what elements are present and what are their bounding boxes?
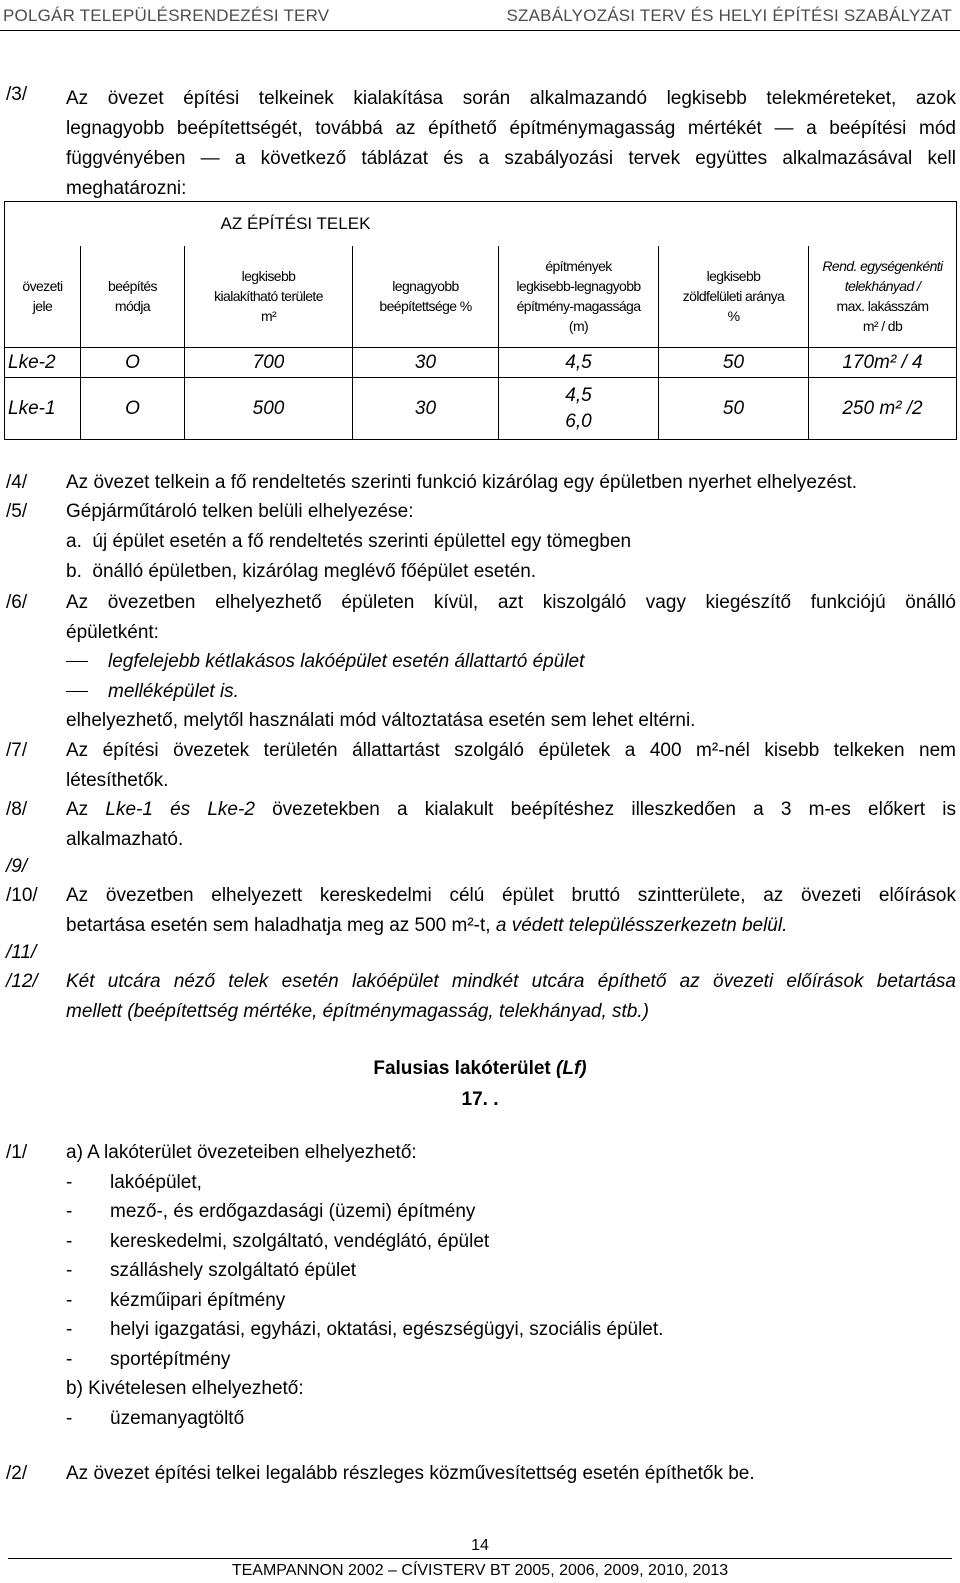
list-item: - helyi igazgatási, egyházi, oktatási, egészségügyi, szociális épület. (66, 1319, 664, 1340)
paragraph-number-12: /12/ (6, 971, 38, 992)
paragraph-3-line-4: meghatározni: (66, 178, 187, 199)
paragraph-10-line-1: Az övezetben elhelyezett kereskedelmi célú épület bruttó szintterülete, az övezeti előírások (66, 885, 956, 906)
paragraph-12-line-1: Két utcára néző telek esetén lakóépület mindkét utcára építhető az övezeti előírások betartása (66, 971, 956, 992)
paragraph-number-10: /10/ (6, 885, 38, 906)
paragraph-3 (66, 84, 956, 204)
header-building-mode: beépítés módja (81, 246, 185, 348)
table-row-1-share: 170m² / 4 (809, 348, 957, 378)
table-row-2-area: 500 (185, 378, 353, 440)
table-row-2-green: 50 (659, 378, 809, 440)
subsection-1 (66, 1138, 956, 1433)
list-item: - lakóépület, (66, 1171, 202, 1193)
paragraph-number-9: /9/ (6, 856, 28, 877)
subsection-1-a: a) A lakóterület övezeteiben elhelyezhető: (66, 1142, 417, 1163)
subsection-number-2: /2/ (6, 1463, 28, 1484)
page-number: 14 (471, 1537, 489, 1554)
paragraph-10-line-2: betartása esetén sem haladhatja meg az 500 m²-t, a védett településszerkezetn belül. (66, 915, 788, 936)
paragraph-number-4: /4/ (6, 472, 28, 493)
paragraph-6-after: elhelyezhető, melytől használati mód változtatása esetén sem lehet eltérni. (66, 710, 696, 731)
table-row-1-height: 4,5 (499, 348, 659, 378)
table-row-2-height: 4,5 6,0 (499, 378, 659, 440)
list-item: - kereskedelmi, szolgáltató, vendéglátó, épület (66, 1230, 490, 1252)
paragraph-5 (66, 497, 956, 587)
paragraph-6-line-1: Az övezetben elhelyezhető épületen kívül, azt kiszolgáló vagy kiegészítő funkciójú önálló (66, 592, 956, 613)
list-item: - üzemanyagtöltő (66, 1407, 245, 1429)
section-number: 17. . (461, 1089, 499, 1110)
paragraph-12 (66, 967, 956, 1027)
paragraph-number-11: /11/ (6, 942, 37, 963)
paragraph-number-3: /3/ (6, 84, 28, 105)
paragraph-12-line-2: mellett (beépítettség mértéke, építménymagasság, telekhányad, stb.) (66, 1001, 649, 1022)
table-row-1-zone: Lke-2 (5, 348, 81, 378)
table-row-1-area: 700 (185, 348, 353, 378)
header-left-title: POLGÁR TELEPÜLÉSRENDEZÉSI TERV (3, 6, 330, 25)
header-max-coverage: legnagyobb beépítettsége % (353, 246, 499, 348)
paragraph-6 (66, 588, 956, 648)
building-plot-table (4, 201, 957, 440)
paragraph-7-line-1: Az építési övezetek területén állattartást szolgáló épületek a 400 m²-nél kisebb telkeken nem (66, 740, 956, 761)
subsection-2: Az övezet építési telkei legalább részleges közművesítettség esetén építhetők be. (66, 1463, 755, 1484)
paragraph-8-line-1: Az Lke-1 és Lke-2 övezetekben a kialakult beépítéshez illeszkedően a 3 m-es előkert is (66, 799, 956, 820)
list-item: - sportépítmény (66, 1348, 231, 1370)
paragraph-4: Az övezet telkein a fő rendeltetés szerinti funkció kizárólag egy épületben nyerhet elhelyezést. (66, 472, 858, 493)
table-corner (5, 202, 185, 246)
table-row-2-mode: O (81, 378, 185, 440)
subsection-1-b: b) Kivételesen elhelyezhető: (66, 1378, 304, 1399)
list-item: - kézműipari építmény (66, 1289, 286, 1311)
paragraph-8 (66, 795, 956, 855)
paragraph-5-item-a: a. új épület esetén a fő rendeltetés szerinti épülettel egy tömegben (66, 531, 632, 552)
paragraph-6-item-2: melléképület is. (108, 681, 239, 702)
subsection-number-1: /1/ (6, 1142, 28, 1163)
paragraph-8-line-2: alkalmazható. (66, 829, 184, 850)
dash-bullet-2 (66, 691, 88, 692)
table-top-header: AZ ÉPÍTÉSI TELEK (185, 202, 957, 246)
header-right-title: SZABÁLYOZÁSI TERV ÉS HELYI ÉPÍTÉSI SZABÁLYZAT (506, 6, 952, 25)
paragraph-6-line-2: épületként: (66, 622, 159, 643)
paragraph-3-line-1: Az övezet építési telkeinek kialakítása során alkalmazandó legkisebb telekméreteket, azok (66, 88, 956, 109)
paragraph-5-item-b: b. önálló épületben, kizárólag meglévő főépület esetén. (66, 561, 537, 582)
header-zone-code: övezeti jele (5, 246, 81, 348)
footer-divider (8, 1558, 952, 1559)
page-header (0, 4, 960, 31)
footer-text: TEAMPANNON 2002 – CÍVISTERV BT 2005, 2006, 2009, 2010, 2013 (231, 1562, 729, 1579)
section-title: Falusias lakóterület (Lf) (373, 1058, 587, 1079)
list-item: - mező-, és erdőgazdasági (üzemi) építmény (66, 1201, 476, 1222)
paragraph-5-text: Gépjárműtároló telken belüli elhelyezése: (66, 501, 414, 522)
paragraph-number-5: /5/ (6, 501, 28, 522)
paragraph-number-7: /7/ (6, 740, 28, 761)
table-row-2-coverage: 30 (353, 378, 499, 440)
paragraph-number-6: /6/ (6, 592, 28, 613)
paragraph-number-8: /8/ (6, 799, 28, 820)
header-green-ratio: legkisebb zöldfelületi aránya % (659, 246, 809, 348)
list-item: - szálláshely szolgáltató épület (66, 1260, 357, 1281)
paragraph-3-line-2: legnagyobb beépítettségét, továbbá az építhető építménymagasság mértékét — a beépítési mód (66, 118, 956, 139)
table-row-1-green: 50 (659, 348, 809, 378)
paragraph-7 (66, 736, 956, 796)
paragraph-6-item-1: legfelejebb kétlakásos lakóépület esetén állattartó épület (108, 651, 585, 672)
header-min-area: legkisebb kialakítható területe m² (185, 246, 353, 348)
table-row-1-mode: O (81, 348, 185, 378)
table-row-1-coverage: 30 (353, 348, 499, 378)
table-row-2-zone: Lke-1 (5, 378, 81, 440)
table-row-2-share: 250 m² /2 (809, 378, 957, 440)
dash-bullet-1 (66, 661, 88, 662)
paragraph-3-line-3: függvényében — a következő táblázat és a szabályozási tervek együttes alkalmazásával kell (66, 148, 956, 169)
header-plot-share: Rend. egységenkénti telekhányad / max. lakásszám m² / db (809, 246, 957, 348)
paragraph-7-line-2: létesíthetők. (66, 770, 169, 791)
paragraph-10 (66, 881, 956, 941)
header-building-height: építmények legkisebb-legnagyobb építmény-magassága (m) (499, 246, 659, 348)
